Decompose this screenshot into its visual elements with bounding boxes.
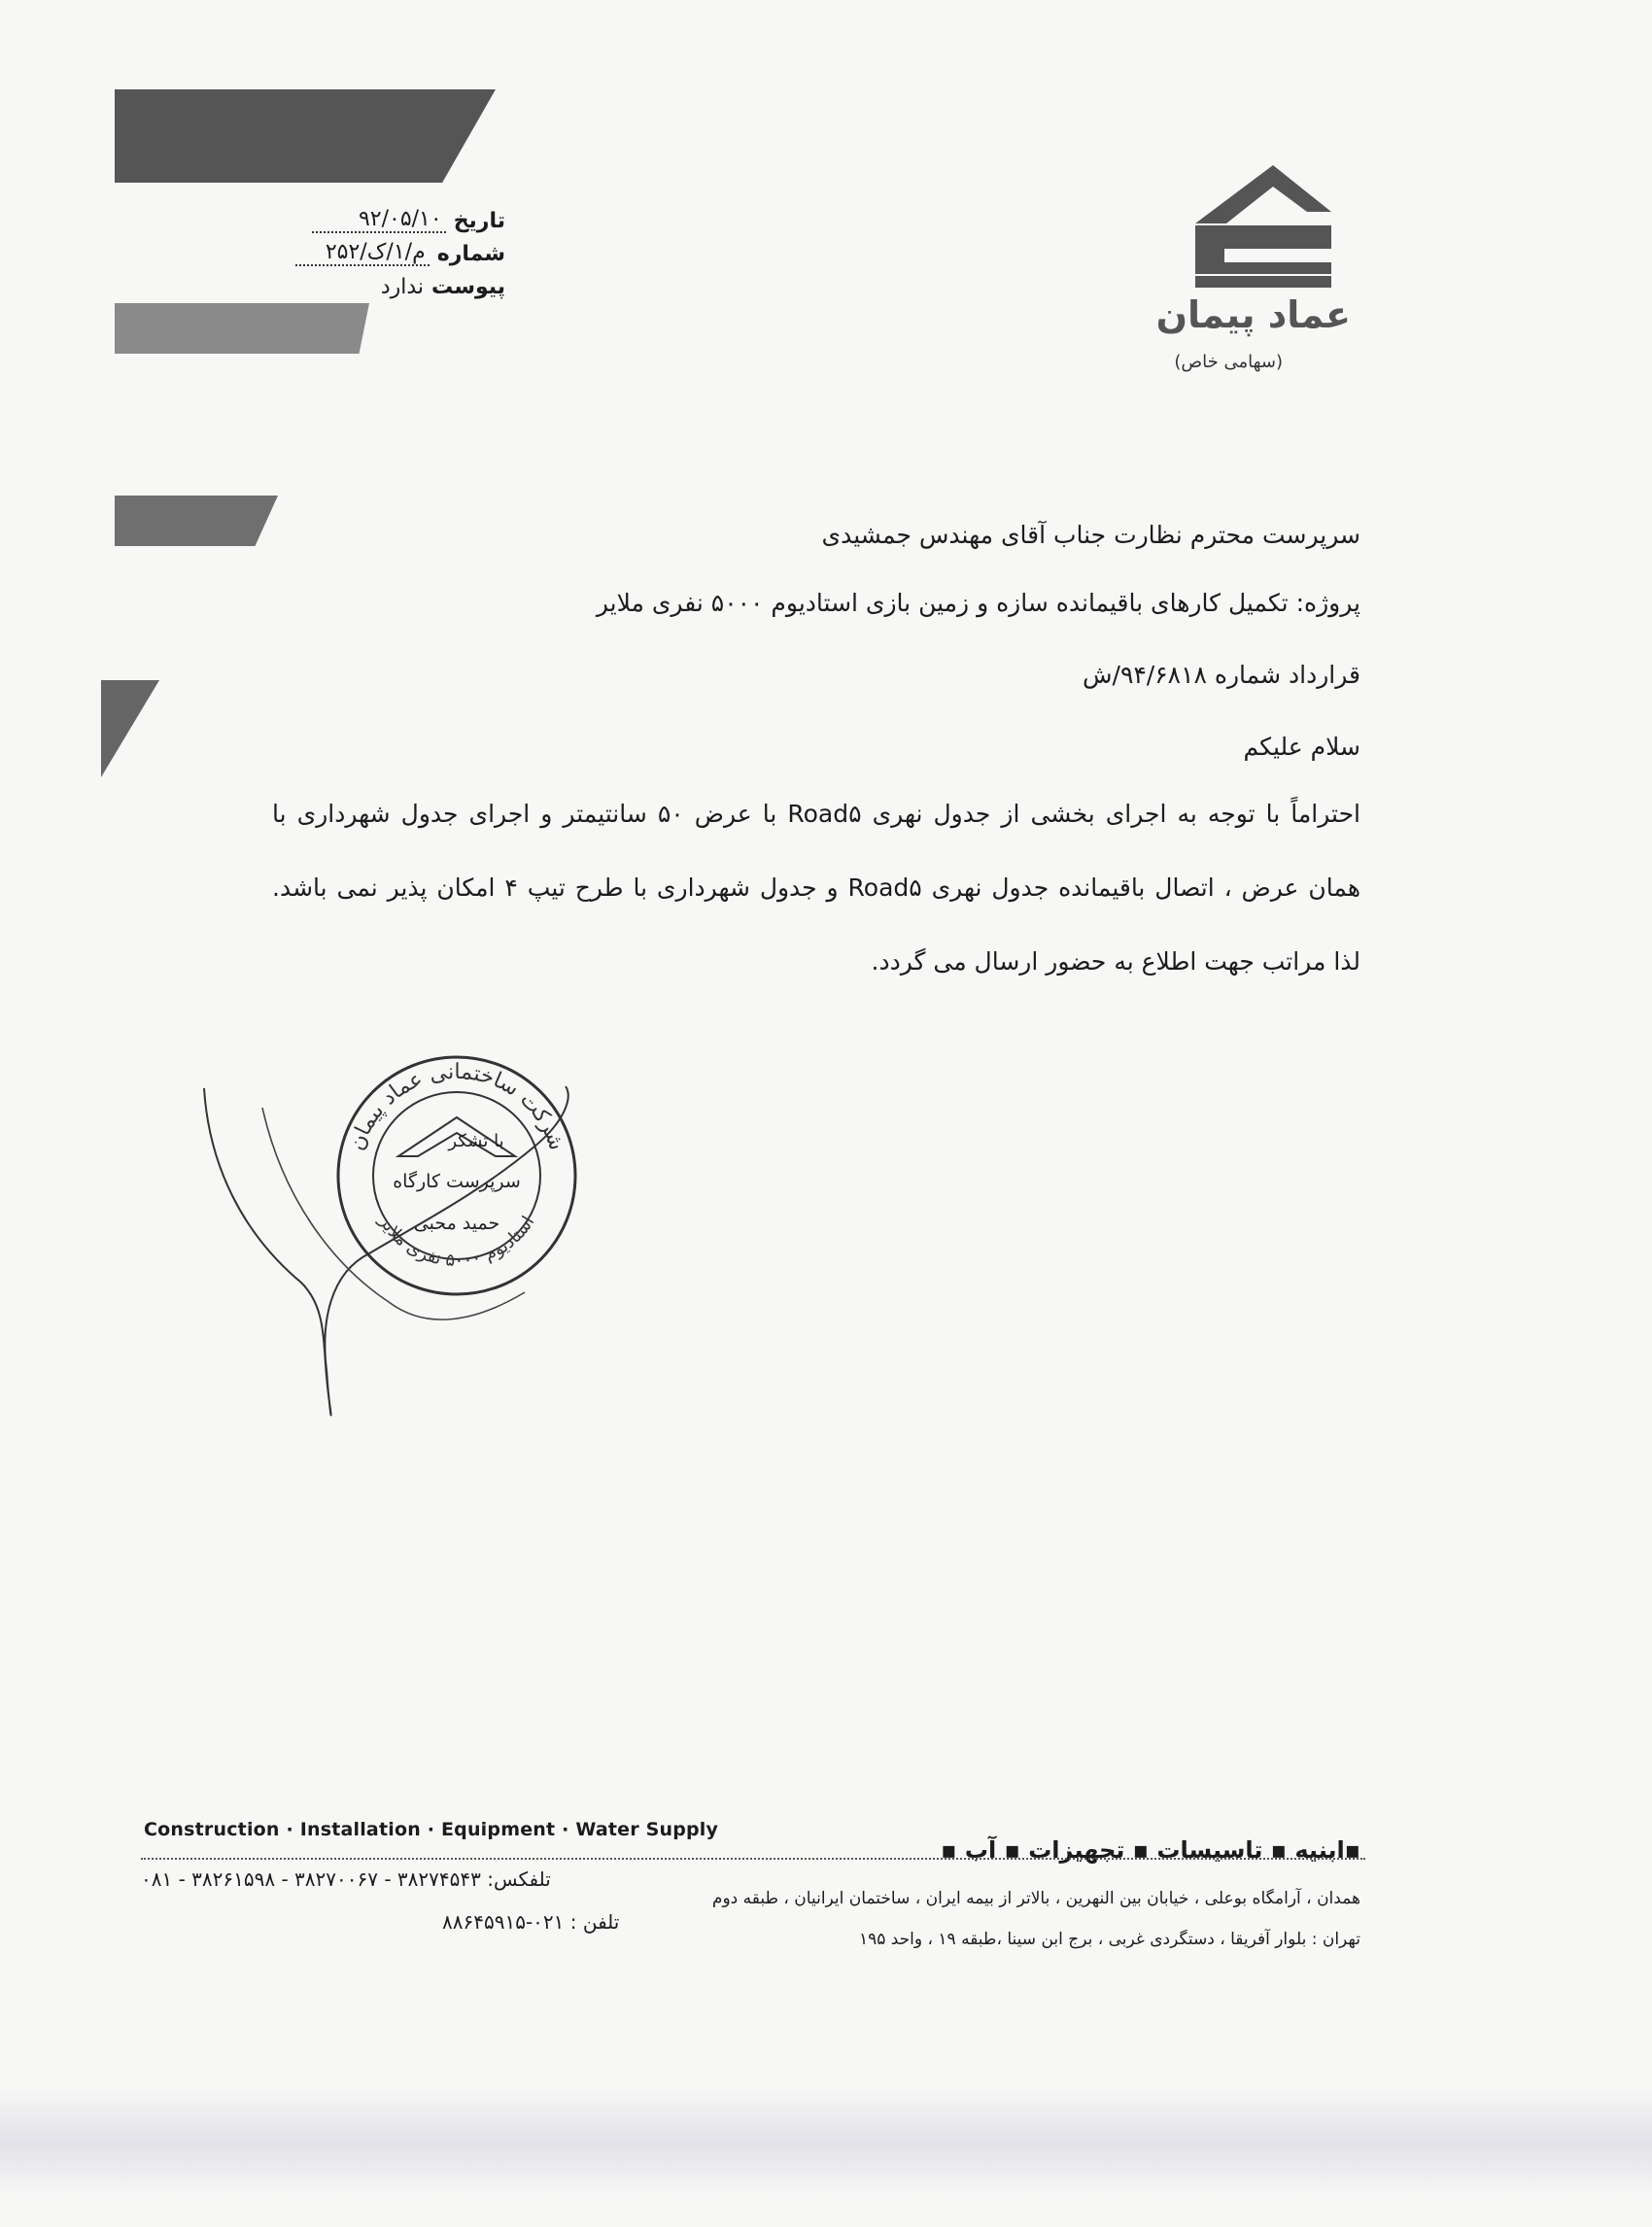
- greeting-line: سلام علیکم: [1243, 733, 1360, 761]
- footer-divider: [141, 1858, 1365, 1860]
- letterhead-bar-middle: [115, 303, 369, 354]
- tehran-phone: تلفن : ۰۲۱-۸۸۶۴۵۹۱۵: [442, 1910, 620, 1934]
- date-value: ۹۲/۰۵/۱۰: [312, 207, 446, 233]
- hamedan-address: همدان ، آرامگاه بوعلی ، خیابان بین النهرین ، بالاتر از بیمه ایران ، ساختمان ایرانیان ، طبقه دوم: [711, 1889, 1360, 1908]
- attachment-label: پیوست: [431, 275, 505, 299]
- stamp-ring-bottom: استادیوم ۵۰۰۰ نفری ملایر: [374, 1212, 539, 1272]
- number-value: ۲۵۲/م/۱/ک: [295, 240, 430, 266]
- reference-block: [214, 200, 505, 299]
- scan-haze: [0, 2089, 1652, 2196]
- company-name: عماد پیمان: [1155, 293, 1351, 336]
- letterhead-bar-corner: [101, 680, 159, 777]
- letterhead-bar-lower: [115, 496, 278, 546]
- recipient-line: سرپرست محترم نظارت جناب آقای مهندس جمشیدی: [821, 521, 1360, 549]
- stamp-line3: حمید محبی: [413, 1213, 500, 1234]
- stamp-ring-text: شرکت ساختمانی عماد پیمان: [344, 1059, 569, 1154]
- footer-services-en: Construction · Installation · Equipment · Water Supply: [144, 1819, 719, 1840]
- attachment-value: ندارد: [380, 275, 425, 299]
- company-subtitle: (سهامی خاص): [1174, 352, 1283, 372]
- stamp-line2: سرپرست کارگاه: [393, 1171, 521, 1192]
- number-label: شماره: [436, 242, 505, 266]
- footer-services-fa: ▪ابنیه ▪ تاسیسات ▪ تجهیزات ▪ آب ▪: [941, 1836, 1360, 1864]
- date-row: [214, 200, 505, 233]
- attachment-row: [214, 266, 505, 299]
- letterhead-bar-top: [115, 89, 496, 183]
- stamp-line1: با تشکر: [448, 1131, 504, 1151]
- house-arrow-logo-icon: [1176, 165, 1351, 291]
- date-label: تاریخ: [453, 209, 505, 233]
- project-line: پروژه: تکمیل کارهای باقیمانده سازه و زمین بازی استادیوم ۵۰۰۰ نفری ملایر: [596, 589, 1360, 617]
- tehran-address: تهران : بلوار آفریقا ، دستگردی غربی ، برج ابن سینا ،طبقه ۱۹ ، واحد ۱۹۵: [858, 1930, 1360, 1949]
- contract-line: قرارداد شماره ۹۴/۶۸۱۸/ش: [1082, 661, 1360, 689]
- letter-body: احتراماً با توجه به اجرای بخشی از جدول نهری Road۵ با عرض ۵۰ سانتیمتر و اجرای جدول شهرداری با همان عرض ، اتصال باقیمانده جدول نهری Road۵ و جدول شهرداری با طرح تیپ ۴ امکان پذیر نمی باشد. لذا مراتب جهت اطلاع به حضور ارسال می گردد.: [272, 800, 1360, 976]
- handwritten-signature: [185, 1079, 593, 1438]
- number-row: [214, 233, 505, 266]
- hamedan-phones: تلفکس: ۳۸۲۷۴۵۴۳ - ۳۸۲۷۰۰۶۷ - ۳۸۲۶۱۵۹۸ - ۰۸۱: [141, 1867, 551, 1891]
